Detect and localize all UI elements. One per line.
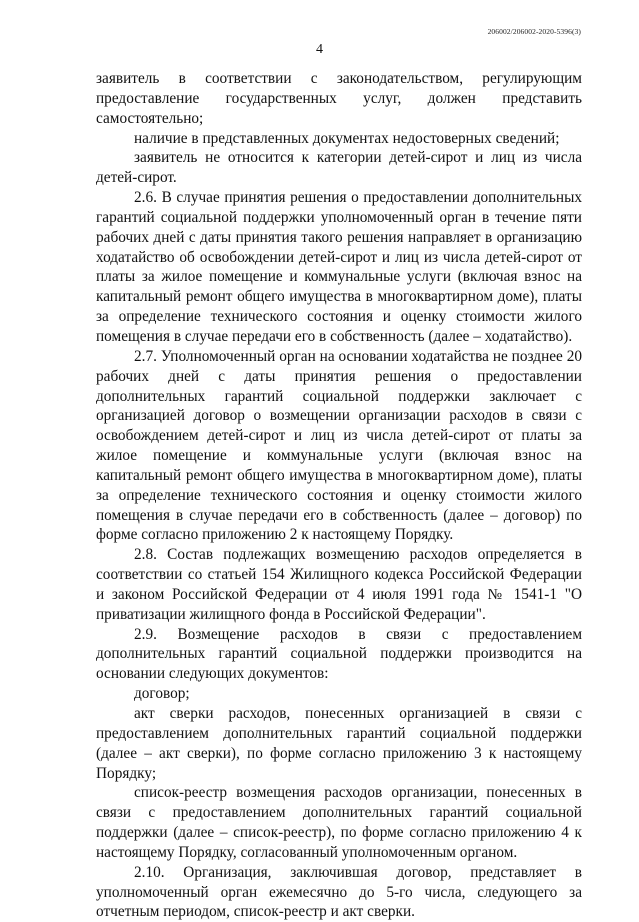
paragraph-not-orphan-category: заявитель не относится к категории детей-сирот и лиц из числа детей-сирот. bbox=[96, 149, 582, 187]
paragraph-false-information: наличие в представленных документах недостоверных сведений; bbox=[134, 129, 560, 147]
paragraph-2-9: 2.9. Возмещение расходов в связи с предоставлением дополнительных гарантий социальной поддержки производится на основании следующих документов: bbox=[96, 625, 582, 683]
paragraph-2-8: 2.8. Состав подлежащих возмещению расходов определяется в соответствии со статьей 154 Жилищного кодекса Российской Федерации и законом Российской Федерации от 4 июля 1991 года № 1541-1 "О приватизации жилищного фонда в Российской Федерации". bbox=[96, 546, 582, 623]
document-registration-number: 206002/206002-2020-5396(3) bbox=[487, 27, 581, 36]
paragraph-2-6: 2.6. В случае принятия решения о предоставлении дополнительных гарантий социальной поддержки уполномоченный орган в течение пяти рабочих дней с даты принятия такого решения направляет в организацию ходатайство об освобождении детей-сирот и лиц из числа детей-сирот от платы за жилое помещение и коммунальные услуги (включая взнос на капитальный ремонт общего имущества в многоквартирном доме), платы за определение технического состояния и оценку стоимости жилого помещения в случае передачи его в собственность (далее – ходатайство). bbox=[96, 189, 582, 345]
paragraph-2-7: 2.7. Уполномоченный орган на основании ходатайства не позднее 20 рабочих дней с даты принятия решения о предоставлении дополнительных гарантий социальной поддержки заключает с организацией договор о возмещении организации расходов в связи с освобождением детей-сирот и лиц из числа детей-сирот от платы за жилое помещение и коммунальные услуги (включая взнос на капитальный ремонт общего имущества в многоквартирном доме), платы за определение технического состояния и оценку стоимости жилого помещения в случае передачи его в собственность (далее – договор) по форме согласно приложению 2 к настоящему Порядку. bbox=[96, 347, 582, 544]
list-item-register-list: список-реестр возмещения расходов организации, понесенных в связи с предоставлением дополнительных гарантий социальной поддержки (далее – список-реестр), по форме согласно приложению 4 к настоящему Порядку, согласованный уполномоченным органом. bbox=[96, 784, 582, 861]
list-item-reconciliation-act: акт сверки расходов, понесенных организацией в связи с предоставлением дополнительных гарантий социальной поддержки (далее – акт сверки), по форме согласно приложению 3 к настоящему Порядку; bbox=[96, 705, 582, 782]
paragraph-applicant-self-submission: заявитель в соответствии с законодательством, регулирующим предоставление государственных услуг, должен представить самостоятельно; bbox=[96, 70, 582, 127]
list-item-contract: договор; bbox=[134, 685, 190, 703]
document-body bbox=[96, 69, 582, 922]
paragraph-2-10: 2.10. Организация, заключившая договор, представляет в уполномоченный орган ежемесячно до 5-го числа, следующего за отчетным периодом, список-реестр и акт сверки. bbox=[96, 863, 582, 921]
page-number: 4 bbox=[316, 42, 323, 57]
